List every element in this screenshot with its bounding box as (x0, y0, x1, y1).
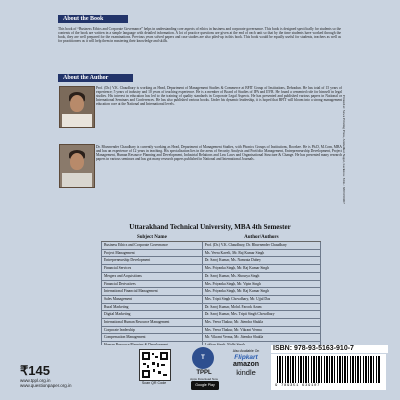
qr-caption: Scan QR Code (141, 381, 167, 385)
author1-bio: Prof. (Dr.) V.K. Chaudhary is working as Head, Department of Management Studies & Commerce at BFIT Group of Institutions, Dehradun. He has total of 15 years of experience; 5 years of industry and 10 years of teaching experience. He is a member of Board of Studies of IPA and IIVR. He found a cemented role for himself in legal studies. His interest in education has led to the training of quality standards in Corporate Legal Aspects. He has presented and published various papers in National or International Seminars and Conferences. He has also published various books. Under his dynamic leadership, it is hoped that BFIT will bloom into a strong management education core at the National and International levels. (96, 86, 342, 107)
author-cell: Mrs. Priyanka Singh, Mr. Raj Kumar Singh (202, 288, 320, 296)
subject-cell: Business Ethics and Corporate Governance (102, 242, 203, 250)
table-row (102, 280, 321, 288)
table-row (102, 303, 321, 311)
subject-table-body (102, 242, 321, 350)
table-row (102, 242, 321, 250)
author-cell: Dr. Saroj Kumar, Mohd. Farook Azam (202, 303, 320, 311)
tppl-tagline: Apps Download Now (190, 377, 218, 381)
author-cell: Mrs. Veera Thakur, Mr. Jitendra Shukla (202, 319, 320, 327)
author-cell: Prof. (Dr.) V.K. Chaudhary, Dr. Bhuvnender Chaudhary (202, 242, 320, 250)
about-book-text: This book of “Business Ethics and Corporate Governance” helps in understanding core aspects of ethics in business and corporate governance. This book is designed specifically for students so the contents of the book are written in a simple language with detailed information. A lot of practice questions are given at the end of each unit so that by the time students have worked through the book, they are well prepared for the examinations. Previous years solved papers and case studies are also piled-up in this book. This book would be equally useful for students, teachers as well as for practitioners as it will help them in mastering their knowledge and skills. (58, 27, 341, 44)
store-logos (226, 349, 266, 377)
subject-table (101, 234, 321, 350)
table-row (102, 249, 321, 257)
qr-code-icon[interactable] (139, 349, 171, 381)
amazon-logo[interactable]: amazon (232, 361, 260, 368)
table-row (102, 295, 321, 303)
author-cell: Mrs. Priyanka Singh, Mr. Vipin Singh (202, 280, 320, 288)
author-cell: Mrs. Tripti Singh Chowdhary, Mr. Ujjal Das (202, 295, 320, 303)
table-row (102, 265, 321, 273)
author-cell: Dr. Saroj Kumar, Ms. Namrata Dubey (202, 257, 320, 265)
barcode-digits: 9 789351 639107 (275, 384, 321, 388)
tppl-name: TPPL (196, 370, 212, 376)
table-row (102, 311, 321, 319)
subject-cell: Financial Derivatives (102, 280, 203, 288)
author-cell: Mr. Vikrant Verma, Mr. Jitendra Shukla (202, 334, 320, 342)
subject-cell: Project Management (102, 249, 203, 257)
tppl-logo-icon: T (192, 347, 214, 369)
about-author-heading: About the Author (58, 74, 133, 82)
table-row (102, 319, 321, 327)
author-cell: Ms. Veera Kaveli, Mr. Raj Kumar Singh (202, 249, 320, 257)
author-cell: Mrs. Veera Thakur, Mr. Vikrant Verma (202, 326, 320, 334)
website-links (20, 378, 72, 388)
subject-cell: Entrepreneurship Development (102, 257, 203, 265)
syllabus-title: Uttarakhand Technical University, MBA 4th Semester (129, 223, 291, 231)
author-column-header: Author/Authors (202, 234, 320, 242)
subject-cell: Financial Services (102, 265, 203, 273)
subject-cell: Mergers and Acquisitions (102, 272, 203, 280)
subject-cell: Compensation Management (102, 334, 203, 342)
subject-column-header: Subject Name (102, 234, 203, 242)
barcode-bars (277, 356, 381, 383)
isbn-number: ISBN: 978-93-5163-910-7 (271, 345, 388, 353)
subject-cell: Digital Marketing (102, 311, 203, 319)
website-link-tppl[interactable]: www.tppl.org.in (20, 378, 51, 383)
website-link-questionpaper[interactable]: www.questionpaper.org.in (20, 383, 72, 389)
google-play-badge[interactable]: Google Play (191, 381, 219, 390)
subject-cell: Rural Marketing (102, 303, 203, 311)
price: ₹145 (20, 363, 50, 378)
table-row (102, 257, 321, 265)
table-row (102, 288, 321, 296)
author-cell: Dr. Saroj Kumar, Ms. Shourya Singh (202, 272, 320, 280)
kindle-logo[interactable]: kindle (236, 368, 256, 377)
table-row (102, 334, 321, 342)
table-row (102, 326, 321, 334)
about-book-heading: About the Book (58, 15, 128, 23)
barcode (271, 354, 386, 390)
subject-cell: International Financial Management (102, 288, 203, 296)
author-cell: Dr. Saroj Kumar, Mrs. Tripti Singh Chowdhary (202, 311, 320, 319)
tppl-app-promo[interactable] (185, 347, 223, 393)
subject-cell: Sales Management (102, 295, 203, 303)
subject-cell: Corporate leadership (102, 326, 203, 334)
subject-cell: International Human Resource Management (102, 319, 203, 327)
printer-credit: Printed at: Sewa Printing Press, Ambedkar Nagar, Lucknow. Mob.: 8303190467 (342, 95, 346, 204)
also-available-label: Also Available On (232, 349, 260, 353)
author2-photo (59, 144, 95, 188)
author2-bio: Dr. Bhuvnender Chaudhary is currently working as Head, Department of Management Studies, with Phonics Groups of Institutions, Roorkee. He is Ph.D, M.Com, MBA and has an experience of 12 years in teaching. His specialisation lies in the areas of Security Analysis and Portfolio Management, Entrepreneurship Development, Project Management, Human Resource Planning and Development, Industrial Relations and Law Laws and Organisational Structure & Change. He has presented many research papers in various seminars and has got many research papers published in National and International Journals. (96, 145, 342, 162)
author1-photo (59, 86, 95, 128)
author-cell: Mrs. Priyanka Singh, Mr. Raj Kumar Singh (202, 265, 320, 273)
flipkart-logo[interactable]: Flipkart (234, 354, 258, 361)
table-row (102, 272, 321, 280)
